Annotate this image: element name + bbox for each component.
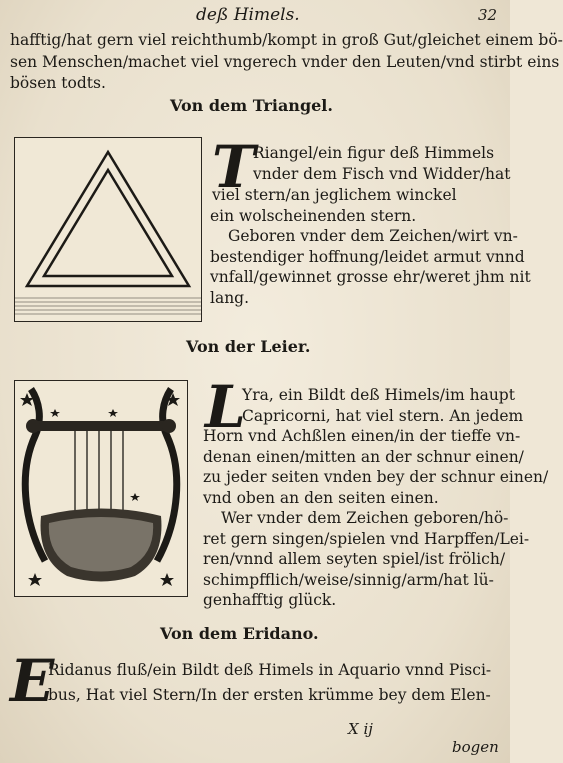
lyre-dropcap: L [205,373,246,441]
intro-line: sen Menschen/machet viel vngerech vnder den Leuten/vnd stirbt eins [10,53,560,71]
text-line: genhafftig glück. [203,591,337,609]
text-line: viel stern/an jeglichem winckel [212,186,457,204]
signature-mark: X ij [348,720,373,738]
text-line: bestendiger hoffnung/leidet armut vnnd [210,247,525,266]
triangle-dropcap: T [212,133,256,201]
text-line: vnfall/gewinnet grosse ehr/weret jhm nit [210,268,531,286]
text-line: Ridanus fluß/ein Bildt deß Himels in Aquario vnnd Pisci- [48,661,492,679]
intro-line: bösen todts. [10,74,106,92]
eridanus-dropcap: E [10,647,55,715]
text-line: Riangel/ein figur deß Himmels [253,144,495,162]
text-line: vnd oben an den seiten einen. [203,488,439,507]
lyre-illustration [15,381,187,596]
text-line: vnder dem Fisch vnd Widder/hat [253,164,511,183]
eridanus-description [48,660,491,705]
triangle-woodcut [14,137,202,322]
text-line: denan einen/mitten an der schnur einen/ [203,447,524,466]
text-line: Capricorni, hat viel stern. An jedem [242,406,524,425]
lyre-heading: Von der Leier. [186,337,311,356]
text-line: ren/vnnd allem seyten spiel/ist frölich/ [203,550,506,568]
triangle-description [253,143,510,184]
catchword: bogen [452,738,499,756]
text-line: Horn vnd Achßlen einen/in der tieffe vn- [203,427,521,445]
triangle-illustration [15,138,201,321]
text-line: bus, Hat viel Stern/In der ersten krümme bey dem Elen- [48,685,491,704]
text-line: ret gern singen/spielen vnd Harpffen/Lei- [203,529,530,548]
intro-line: hafftig/hat gern viel reichthumb/kompt in groß Gut/gleichet einem bö- [10,31,563,49]
lyre-woodcut [14,380,188,597]
triangle-heading: Von dem Triangel. [170,96,333,115]
folio-number: 32 [478,6,498,24]
text-line: lang. [210,288,250,307]
text-line: schimpfflich/weise/sinnig/arm/hat lü- [203,570,494,589]
eridanus-heading: Von dem Eridano. [160,624,319,643]
text-line: Yra, ein Bildt deß Himels/im haupt [242,386,515,404]
lyre-description [203,426,548,611]
running-header: deß Himels. [196,5,300,25]
lyre-first-lines [242,385,523,426]
triangle-description-cont [210,185,531,308]
text-line: Geboren vnder dem Zeichen/wirt vn- [228,227,518,245]
text-line: zu jeder seiten vnden bey der schnur einen/ [203,468,549,486]
text-line: ein wolscheinenden stern. [210,206,417,225]
text-line: Wer vnder dem Zeichen geboren/hö- [221,509,509,527]
